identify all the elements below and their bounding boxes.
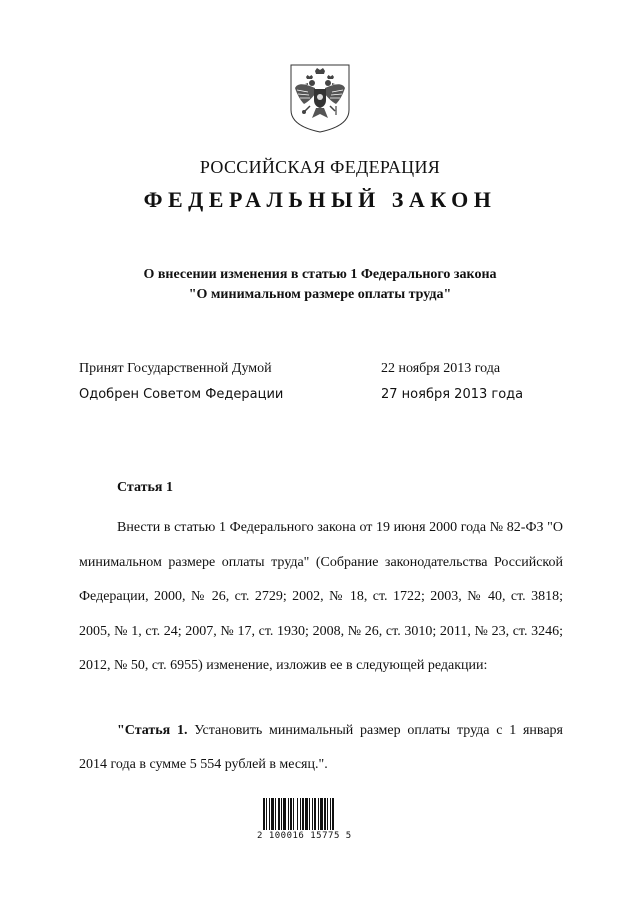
duma-adoption-date: 22 ноября 2013 года <box>381 361 501 376</box>
council-approval-label: Одобрен Советом Федерации <box>79 387 284 402</box>
council-approval-date: 27 ноября 2013 года <box>381 387 524 402</box>
duma-adoption-label: Принят Государственной Думой <box>79 361 272 376</box>
law-subject <box>0 265 640 305</box>
amended-article-text <box>79 714 563 782</box>
coat-of-arms-emblem-icon <box>288 62 352 134</box>
amended-article-body: Установить минимальный размер оплаты труда с 1 января 2014 года в сумме 5 554 рублей в месяц.". <box>79 723 563 772</box>
country-title: РОССИЙСКАЯ ФЕДЕРАЦИЯ <box>199 157 441 177</box>
law-subject-line-1: О внесении изменения в статью 1 Федерального закона <box>143 267 497 282</box>
article-body-text: Внести в статью 1 Федерального закона от 19 июня 2000 года № 82-ФЗ "О минимальном размере оплаты труда" (Собрание законодательства Российской Федерации, 2000, № 26, ст. 2729; 2002, № 18, ст. 1722; 2003, № 40, ст. 3818; 2005, № 1, ст. 24; 2007, № 17, ст. 1930; 2008, № 26, ст. 3010; 2011, № 23, ст. 3246; 2012, № 50, ст. 6955) изменение, изложив ее в следующей редакции: <box>79 520 563 673</box>
law-type-title: ФЕДЕРАЛЬНЫЙ ЗАКОН <box>143 187 497 212</box>
barcode-number: 2 100016 15775 5 <box>257 831 352 841</box>
amended-article-heading: "Статья 1. <box>117 723 188 738</box>
barcode-icon <box>262 798 354 830</box>
article-heading: Статья 1 <box>117 480 173 495</box>
law-subject-line-2: "О минимальном размере оплаты труда" <box>188 287 452 302</box>
